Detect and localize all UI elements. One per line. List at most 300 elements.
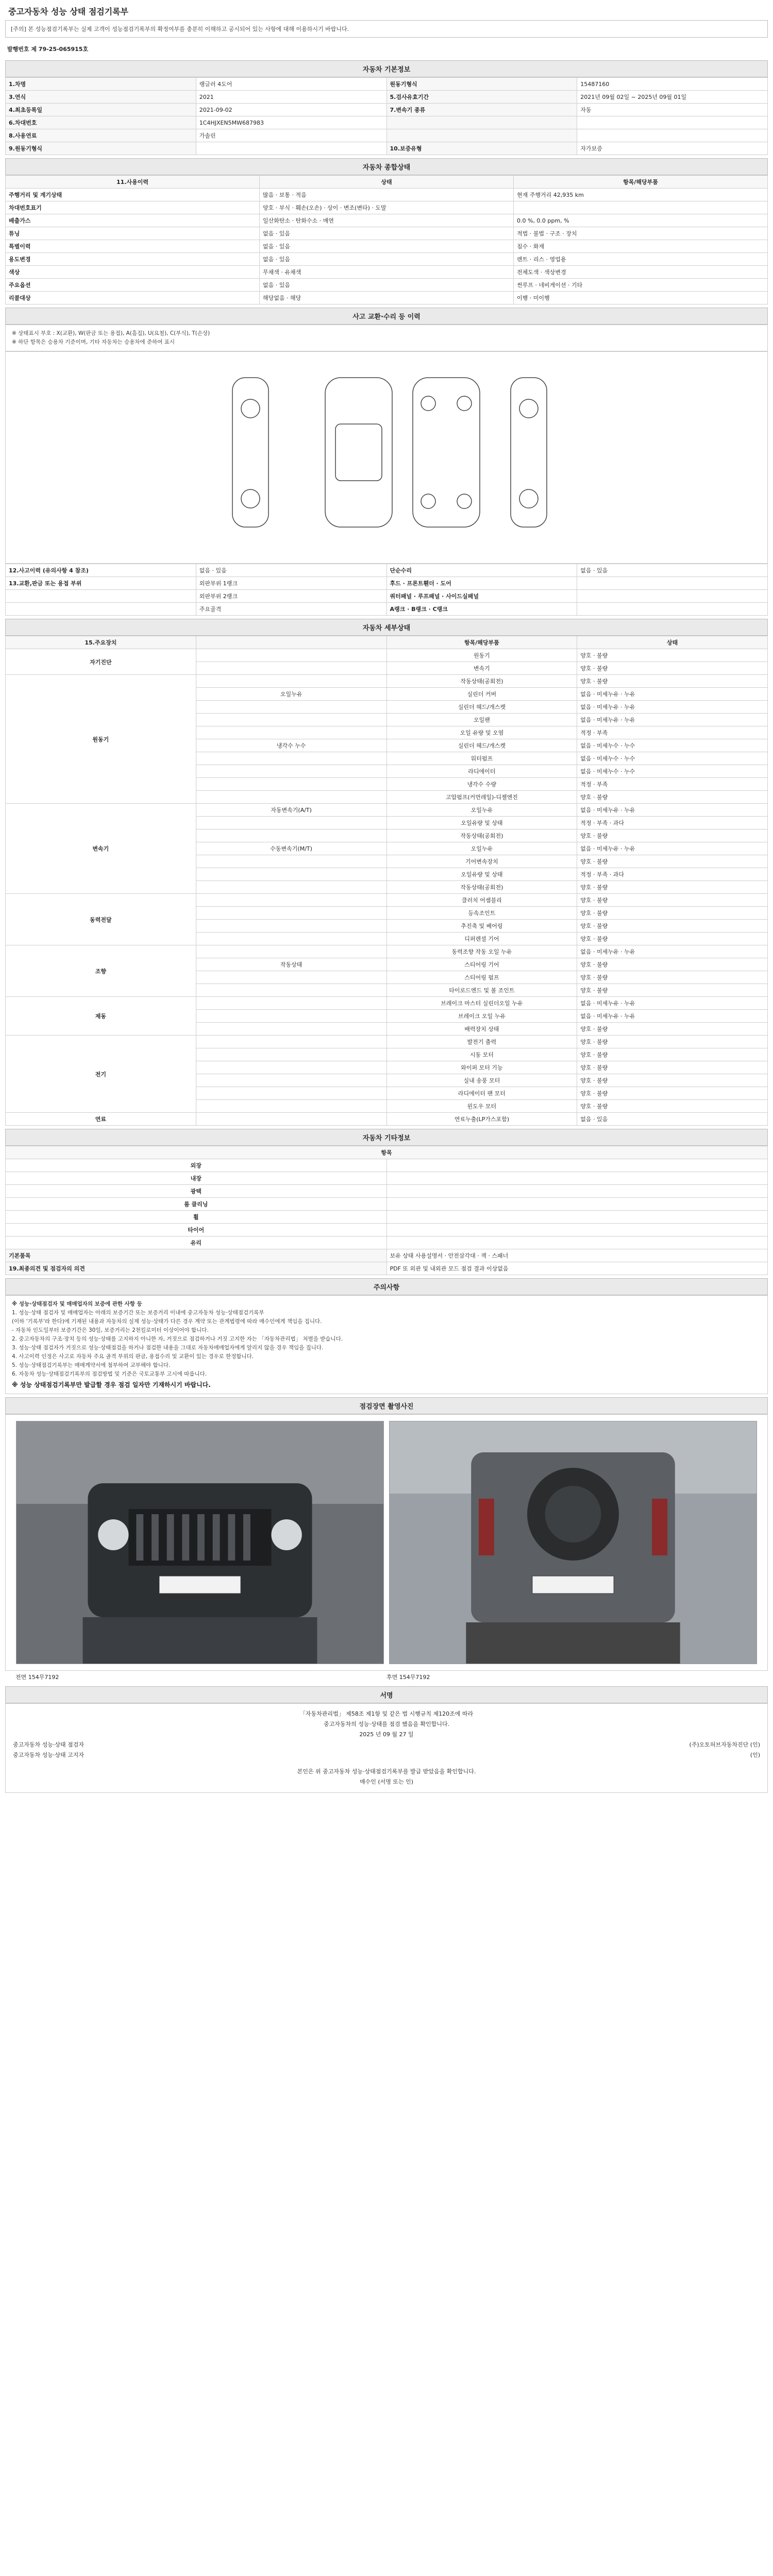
detail-item: 윈도우 모터 [386, 1100, 577, 1113]
detail-sub [196, 726, 386, 739]
detail-state: 없음 · 미세누유 · 누유 [577, 688, 768, 701]
other-row [6, 1224, 768, 1236]
other-row [6, 1236, 768, 1249]
detail-sub [196, 1048, 386, 1061]
detail-row [6, 649, 768, 662]
caution-line: 1. 성능·상태 점검자 및 매매업자는 아래의 보증기간 또는 보증거리 이내에 중고자동차 성능·상태점검기록부 [12, 1310, 264, 1316]
detail-state: 적정 · 부족 [577, 778, 768, 791]
general-part: 적법 · 불법 · 구조 · 장치 [514, 227, 768, 240]
detail-item: 실린더 커버 [386, 688, 577, 701]
detail-sub [196, 933, 386, 945]
detail-item: 동력조향 작동 오일 누유 [386, 945, 577, 958]
detail-state: 없음 · 미세누유 · 누유 [577, 804, 768, 817]
detail-header [6, 636, 768, 649]
doc-notice: [주의] 본 성능점검기록부는 실제 고객이 성능점검기록부의 확정여부를 충분히 이해하고 공시되어 있는 사항에 대해 이용하시기 바랍니다. [5, 20, 768, 38]
basic-value [196, 142, 386, 155]
detail-sub [196, 945, 386, 958]
accident-cell: 13.교환,판금 또는 용접 부위 [6, 577, 196, 590]
detail-item: 오일유량 및 상태 [386, 817, 577, 829]
basic-row [6, 116, 768, 129]
other-state [386, 1172, 768, 1185]
other-row [6, 1198, 768, 1211]
detail-state: 양호 · 불량 [577, 894, 768, 907]
vehicle-photo-front [16, 1421, 383, 1664]
general-part: 현재 주행거리 42,935 km [514, 189, 768, 201]
detail-sub [196, 894, 386, 907]
detail-state: 없음 · 미세누유 · 누유 [577, 701, 768, 714]
detail-sub: 수동변속기(M/T) [196, 842, 386, 855]
section-caution: 주의사항 [5, 1278, 768, 1295]
detail-sub [196, 1023, 386, 1036]
basic-value: 2021 [196, 91, 386, 104]
general-row [6, 253, 768, 266]
detail-item: 작동상태(공회전) [386, 829, 577, 842]
caution-line: 5. 성능·상태점검기록부는 매매계약서에 첨부하여 교부해야 합니다. [12, 1362, 171, 1368]
detail-sub [196, 855, 386, 868]
photo-rear [389, 1421, 757, 1664]
detail-item: 오일누유 [386, 842, 577, 855]
general-state: 무채색 · 유채색 [260, 266, 514, 279]
detail-item: 디퍼렌셜 기어 [386, 933, 577, 945]
basic-label: 5.검사유효기간 [386, 91, 577, 104]
general-row [6, 189, 768, 201]
detail-sub [196, 1074, 386, 1087]
car-right-side [511, 378, 547, 527]
detail-item: 와이퍼 모터 기능 [386, 1061, 577, 1074]
car-underbody [413, 378, 480, 527]
basic-label: 6.차대번호 [6, 116, 196, 129]
legend-line: ※ 상태표시 부호 : X(교환), W(판금 또는 용접), A(흠집), U(요철), C(부식), T(손상) [12, 330, 210, 336]
detail-item: 등속조인트 [386, 907, 577, 920]
detail-sub [196, 984, 386, 997]
caution-line: 4. 사고이력 인정은 사고로 자동차 주요 골격 부위의 판금, 용접수리 및 교환이 있는 경우로 한정합니다. [12, 1353, 254, 1360]
document-page [5, 0, 768, 1793]
basic-value: 2021년 09월 02일 ~ 2025년 09월 01일 [577, 91, 768, 104]
basic-label: 8.사용연료 [6, 129, 196, 142]
detail-state: 없음 · 미세누유 · 누유 [577, 714, 768, 726]
caution-box [5, 1295, 768, 1394]
general-header-cell: 항목/해당부품 [514, 176, 768, 189]
detail-item: 라디에이터 [386, 765, 577, 778]
detail-sub [196, 881, 386, 894]
detail-group: 전기 [6, 1036, 196, 1113]
detail-sub [196, 701, 386, 714]
detail-state: 없음 · 미세누수 · 누수 [577, 739, 768, 752]
other-state [386, 1198, 768, 1211]
general-state: 일산화탄소 · 탄화수소 · 매연 [260, 214, 514, 227]
detail-state: 양호 · 불량 [577, 649, 768, 662]
detail-item: 브레이크 오일 누유 [386, 1010, 577, 1023]
legend-line: ※ 하단 항목은 승용차 기준이며, 기타 자동차는 승용차에 준하여 표시 [12, 339, 175, 345]
signature-box [5, 1703, 768, 1793]
detail-sub [196, 1036, 386, 1048]
basic-row [6, 91, 768, 104]
general-row [6, 292, 768, 304]
basic-value [577, 129, 768, 142]
other-item: 타이어 [6, 1224, 387, 1236]
other-state [386, 1211, 768, 1224]
basic-row [6, 78, 768, 91]
other-row [6, 1185, 768, 1198]
detail-group: 조향 [6, 945, 196, 997]
detail-state: 없음 · 미세누유 · 누유 [577, 1010, 768, 1023]
detail-sub [196, 675, 386, 688]
detail-state: 없음 · 미세누수 · 누수 [577, 752, 768, 765]
other-extra-row [6, 1249, 768, 1262]
detail-sub: 자동변속기(A/T) [196, 804, 386, 817]
detail-state: 양호 · 불량 [577, 1087, 768, 1100]
wheel-icon [241, 489, 260, 508]
section-other: 자동차 기타정보 [5, 1129, 768, 1146]
detail-sub [196, 829, 386, 842]
section-detail: 자동차 세부상태 [5, 619, 768, 636]
other-item: 외장 [6, 1159, 387, 1172]
detail-state: 양호 · 불량 [577, 984, 768, 997]
detail-state: 양호 · 불량 [577, 907, 768, 920]
detail-item: 워터펌프 [386, 752, 577, 765]
general-row [6, 214, 768, 227]
receive-line: 매수인 (서명 또는 인) [359, 1778, 414, 1785]
detail-sub [196, 868, 386, 881]
detail-group: 자기진단 [6, 649, 196, 675]
detail-item: 고압펌프(커먼레일)-디젤엔진 [386, 791, 577, 804]
receive-line: 본인은 위 중고자동차 성능·상태점검기록부를 발급 받았음을 확인합니다. [297, 1768, 476, 1775]
detail-row [6, 804, 768, 817]
detail-sub [196, 1061, 386, 1074]
detail-group: 변속기 [6, 804, 196, 894]
wheel-icon [421, 494, 435, 509]
detail-sub [196, 907, 386, 920]
accident-table [5, 564, 768, 616]
general-part: 이행 · 미이행 [514, 292, 768, 304]
basic-label: 10.보증유형 [386, 142, 577, 155]
other-item: 휠 [6, 1211, 387, 1224]
detail-sub [196, 1100, 386, 1113]
general-item: 특별이력 [6, 240, 260, 253]
detail-state: 적정 · 부족 · 과다 [577, 817, 768, 829]
general-row [6, 266, 768, 279]
accident-cell [6, 603, 196, 616]
wheel-icon [421, 396, 435, 411]
section-accident: 사고 교환·수리 등 이력 [5, 308, 768, 325]
detail-item: 냉각수 수량 [386, 778, 577, 791]
detail-sub [196, 765, 386, 778]
detail-header-cell: 상태 [577, 636, 768, 649]
accident-cell [577, 603, 768, 616]
car-roof [335, 424, 382, 481]
basic-label [386, 116, 577, 129]
other-extra-label: 19.최종의견 및 점검자의 의견 [6, 1262, 387, 1275]
wheel-icon [519, 399, 538, 418]
detail-state: 양호 · 불량 [577, 933, 768, 945]
general-table [5, 175, 768, 304]
detail-header-cell: 항목/해당부품 [386, 636, 577, 649]
wheel-icon [457, 494, 472, 509]
general-header [6, 176, 768, 189]
detail-state: 양호 · 불량 [577, 855, 768, 868]
detail-sub [196, 1113, 386, 1126]
detail-item: 타이로드엔드 및 볼 조인트 [386, 984, 577, 997]
other-state [386, 1236, 768, 1249]
detail-item: 오일누유 [386, 804, 577, 817]
accident-cell: 후드 · 프론트휀더 · 도어 [386, 577, 577, 590]
detail-sub [196, 649, 386, 662]
detail-state: 양호 · 불량 [577, 920, 768, 933]
section-sign: 서명 [5, 1686, 768, 1703]
caution-line: 2. 중고자동차의 구조·장치 등의 성능·상태를 고지하지 아니한 자, 거짓으로 점검하거나 거짓 고지한 자는 「자동차관리법」 처벌을 받습니다. [12, 1336, 343, 1342]
basic-table [5, 77, 768, 155]
doc-number: 발행번호 제 79-25-065915호 [7, 46, 89, 53]
detail-header-cell: 15.주요장치 [6, 636, 196, 649]
detail-item: 작동상태(공회전) [386, 881, 577, 894]
other-item: 룸 클리닝 [6, 1198, 387, 1211]
detail-state: 양호 · 불량 [577, 829, 768, 842]
sign-date: 2025 년 09 월 27 일 [359, 1731, 414, 1738]
other-extra-label: 기본품목 [6, 1249, 387, 1262]
caution-line: 3. 성능·상태 점검자가 거짓으로 성능·상태점검을 하거나 점검한 내용을 그대로 자동차매매업자에게 알리지 않을 경우 책임을 집니다. [12, 1345, 324, 1351]
detail-group: 동력전달 [6, 894, 196, 945]
accident-row [6, 590, 768, 603]
photo-caption-rear: 후면 154무7192 [386, 1674, 430, 1681]
detail-item: 스티어링 기어 [386, 958, 577, 971]
caution-line: - 자동차 인도일부터 보증기간은 30일, 보증거리는 2천킬로미터 이상이어야 합니다. [12, 1327, 209, 1333]
detail-sub: 작동상태 [196, 958, 386, 971]
detail-item: 클러치 어셈블리 [386, 894, 577, 907]
detail-group: 연료 [6, 1113, 196, 1126]
general-row [6, 227, 768, 240]
inspector-name: (주)오토허브자동차진단 (인) [689, 1741, 760, 1748]
detail-state: 양호 · 불량 [577, 881, 768, 894]
detail-state: 없음 · 미세누수 · 누수 [577, 765, 768, 778]
other-item: 유리 [6, 1236, 387, 1249]
detail-state: 양호 · 불량 [577, 1023, 768, 1036]
general-state: 없음 · 있음 [260, 279, 514, 292]
accident-row [6, 603, 768, 616]
caution-line: 6. 자동차 성능·상태점검기록부의 점검방법 및 기준은 국토교통부 고시에 따릅니다. [12, 1371, 207, 1377]
basic-row [6, 129, 768, 142]
basic-value [577, 116, 768, 129]
general-state: 해당없음 · 해당 [260, 292, 514, 304]
doc-title: 중고자동차 성능 상태 점검기록부 [8, 7, 129, 16]
other-extra-row [6, 1262, 768, 1275]
detail-item: 오일팬 [386, 714, 577, 726]
general-item: 색상 [6, 266, 260, 279]
detail-row [6, 997, 768, 1010]
general-state: 없음 · 있음 [260, 227, 514, 240]
detail-state: 없음 · 미세누유 · 누유 [577, 842, 768, 855]
detail-state: 적정 · 부족 · 과다 [577, 868, 768, 881]
detail-sub [196, 971, 386, 984]
detail-item: 오일 유량 및 오염 [386, 726, 577, 739]
other-row [6, 1211, 768, 1224]
other-extra-value: 보유 상태 사용설명서 · 안전삼각대 · 잭 · 스패너 [386, 1249, 768, 1262]
accident-cell: 주요골격 [196, 603, 386, 616]
detail-group: 원동기 [6, 675, 196, 804]
detail-item: 브레이크 마스터 실린더오일 누유 [386, 997, 577, 1010]
section-general: 자동차 종합상태 [5, 158, 768, 175]
accident-row [6, 564, 768, 577]
detail-item: 발전기 출력 [386, 1036, 577, 1048]
inspector-row [13, 1740, 760, 1750]
detail-item: 실린더 헤드/개스켓 [386, 739, 577, 752]
basic-label: 1.차명 [6, 78, 196, 91]
general-state: 없음 · 있음 [260, 253, 514, 266]
other-extra-value: PDF 또 외관 및 내외관 모드 점검 결과 이상없음 [386, 1262, 768, 1275]
accident-cell: 없음 · 있음 [577, 564, 768, 577]
accident-cell: 없음 · 있음 [196, 564, 386, 577]
photo-row [5, 1414, 768, 1671]
detail-group: 제동 [6, 997, 196, 1036]
basic-value: 2021-09-02 [196, 104, 386, 116]
sign-line: 「자동차관리법」 제58조 제1항 및 같은 법 시행규칙 제120조에 따라 [299, 1710, 474, 1717]
car-left-side [232, 378, 268, 527]
general-item: 차대번호표기 [6, 201, 260, 214]
general-row [6, 201, 768, 214]
detail-item: 라디에이터 팬 모터 [386, 1087, 577, 1100]
detail-sub: 냉각수 누수 [196, 739, 386, 752]
accident-cell [577, 577, 768, 590]
detail-sub [196, 752, 386, 765]
detail-sub [196, 920, 386, 933]
detail-item: 원동기 [386, 649, 577, 662]
other-state [386, 1224, 768, 1236]
other-row [6, 1159, 768, 1172]
wheel-icon [519, 489, 538, 508]
basic-value: 가솔린 [196, 129, 386, 142]
detail-state: 양호 · 불량 [577, 662, 768, 675]
detail-state: 없음 · 미세누유 · 누유 [577, 945, 768, 958]
other-row [6, 1172, 768, 1185]
detail-row [6, 945, 768, 958]
accident-cell: A랭크 · B랭크 · C랭크 [386, 603, 577, 616]
basic-value: 1C4HJXEN5MW687983 [196, 116, 386, 129]
detail-state: 양호 · 불량 [577, 958, 768, 971]
other-state [386, 1159, 768, 1172]
section-photo: 점검장면 촬영사진 [5, 1397, 768, 1414]
sign-line: 중고자동차의 성능·상태를 점검 했음을 확인합니다. [323, 1721, 450, 1727]
detail-item: 작동상태(공회전) [386, 675, 577, 688]
general-header-cell: 11.사용이력 [6, 176, 260, 189]
other-item: 내장 [6, 1172, 387, 1185]
car-diagram [5, 351, 768, 564]
accident-cell [6, 590, 196, 603]
detail-sub [196, 1010, 386, 1023]
accident-legend [5, 325, 768, 351]
seller-name: (인) [750, 1752, 760, 1758]
general-row [6, 240, 768, 253]
accident-cell: 외판부위 2랭크 [196, 590, 386, 603]
detail-item: 실내 송풍 모터 [386, 1074, 577, 1087]
general-item: 튜닝 [6, 227, 260, 240]
general-row [6, 279, 768, 292]
caution-bold: ※ 성능 상태점검기록부만 발급할 경우 점검 일자만 기재하시기 바랍니다. [12, 1381, 211, 1388]
basic-label: 4.최초등록일 [6, 104, 196, 116]
general-part: 전체도색 · 색상변경 [514, 266, 768, 279]
basic-label [386, 129, 577, 142]
basic-label: 원동기형식 [386, 78, 577, 91]
seller-row [13, 1750, 760, 1760]
vehicle-photo-rear [390, 1421, 757, 1664]
detail-item: 시동 모터 [386, 1048, 577, 1061]
detail-sub [196, 778, 386, 791]
other-header [6, 1146, 768, 1159]
general-state: 양호 · 부식 · 훼손(오손) · 상이 · 변조(변타) · 도말 [260, 201, 514, 214]
detail-item: 추진축 및 베어링 [386, 920, 577, 933]
detail-row [6, 1113, 768, 1126]
wheel-icon [457, 396, 472, 411]
detail-state: 양호 · 불량 [577, 675, 768, 688]
detail-state: 양호 · 불량 [577, 1100, 768, 1113]
detail-item: 배력장치 상태 [386, 1023, 577, 1036]
accident-cell: 단순수리 [386, 564, 577, 577]
general-part: 썬루프 · 네비게이션 · 기타 [514, 279, 768, 292]
general-part: 침수 · 화재 [514, 240, 768, 253]
detail-sub [196, 662, 386, 675]
detail-row [6, 894, 768, 907]
detail-row [6, 1036, 768, 1048]
detail-state: 양호 · 불량 [577, 1074, 768, 1087]
accident-cell: 12.사고이력 (유의사항 4 참조) [6, 564, 196, 577]
detail-table [5, 636, 768, 1126]
detail-state: 양호 · 불량 [577, 1048, 768, 1061]
general-item: 주요옵션 [6, 279, 260, 292]
photo-captions [5, 1671, 768, 1683]
basic-value: 자동 [577, 104, 768, 116]
detail-sub [196, 791, 386, 804]
general-state: 많음 · 보통 · 적음 [260, 189, 514, 201]
basic-label: 9.원동기형식 [6, 142, 196, 155]
detail-state: 없음 · 있음 [577, 1113, 768, 1126]
general-item: 배출가스 [6, 214, 260, 227]
general-item: 주행거리 및 계기상태 [6, 189, 260, 201]
general-item: 리콜대상 [6, 292, 260, 304]
detail-state: 양호 · 불량 [577, 1036, 768, 1048]
general-part: 렌트 · 리스 · 영업용 [514, 253, 768, 266]
basic-value: 랭글러 4도어 [196, 78, 386, 91]
detail-sub [196, 1087, 386, 1100]
detail-row [6, 675, 768, 688]
detail-state: 양호 · 불량 [577, 791, 768, 804]
general-part [514, 201, 768, 214]
general-item: 용도변경 [6, 253, 260, 266]
other-item: 광택 [6, 1185, 387, 1198]
basic-row [6, 142, 768, 155]
detail-item: 실린더 헤드/개스켓 [386, 701, 577, 714]
detail-item: 기어변속장치 [386, 855, 577, 868]
detail-header-cell [196, 636, 386, 649]
detail-item: 연료누출(LP가스포함) [386, 1113, 577, 1126]
caution-title: ※ 성능·상태점검자 및 매매업자의 보증에 관한 사항 등 [12, 1301, 142, 1307]
detail-sub [196, 714, 386, 726]
accident-cell: 외판부위 1랭크 [196, 577, 386, 590]
photo-caption-front: 전면 154무7192 [15, 1674, 59, 1681]
basic-row [6, 104, 768, 116]
basic-value: 자가보증 [577, 142, 768, 155]
basic-label: 3.연식 [6, 91, 196, 104]
detail-sub: 오일누유 [196, 688, 386, 701]
car-outline-diagram [6, 352, 767, 562]
caution-line: (이하 '기록부'라 한다)에 기재된 내용과 자동차의 실제 성능·상태가 다른 경우 계약 또는 관계법령에 따라 매수인에게 책임을 집니다. [12, 1318, 322, 1325]
basic-value: 15487160 [577, 78, 768, 91]
general-part: 0.0 %, 0.0 ppm, % [514, 214, 768, 227]
detail-sub [196, 997, 386, 1010]
other-header-cell: 항목 [6, 1146, 768, 1159]
accident-row [6, 577, 768, 590]
detail-state: 양호 · 불량 [577, 971, 768, 984]
inspector-label: 중고자동차 성능·상태 점검자 [13, 1741, 85, 1748]
detail-state: 없음 · 미세누유 · 누유 [577, 997, 768, 1010]
seller-label: 중고자동차 성능·상태 고지자 [13, 1752, 85, 1758]
